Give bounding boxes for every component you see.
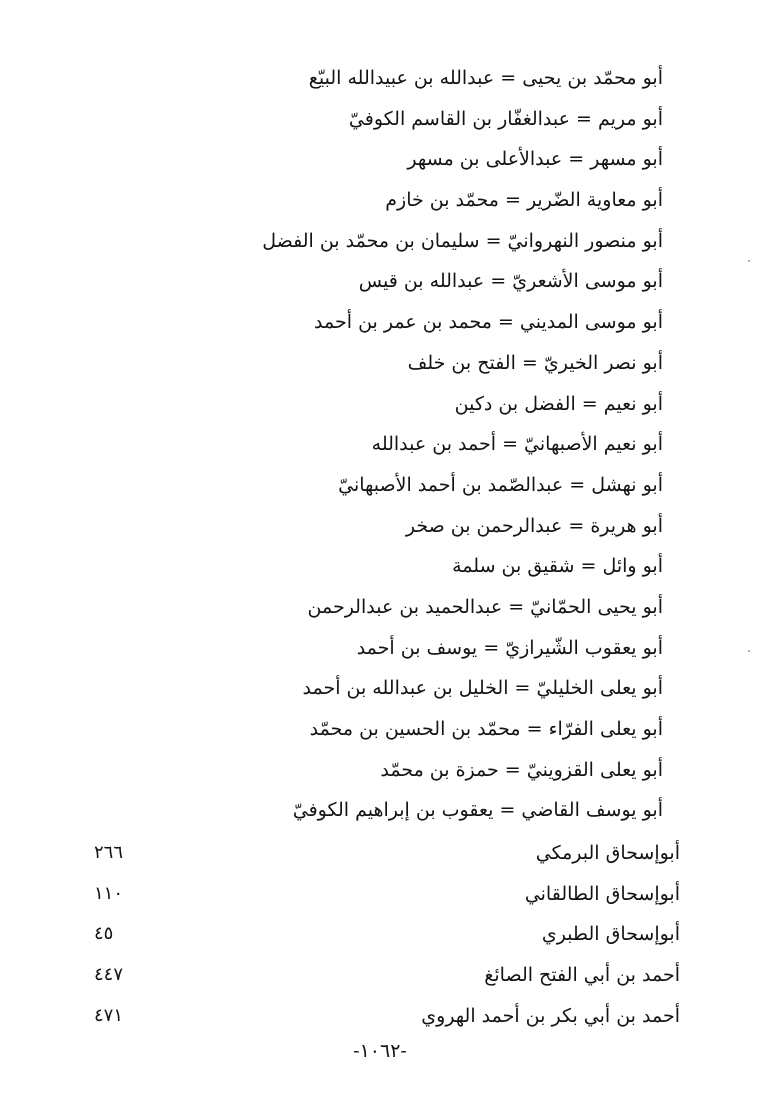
kunya-entry: أبو نصر الخيريّ = الفتح بن خلف [407,351,663,374]
kunya-entry: أبو يوسف القاضي = يعقوب بن إبراهيم الكوفيّ [292,799,663,822]
index-entry-name: أحمد بن أبي الفتح الصائغ [484,964,680,987]
kunya-entry: أبو موسى المديني = محمد بن عمر بن أحمد [314,311,663,334]
kunya-entry: أبو يحيى الحمّانيّ = عبدالحميد بن عبدالرحمن [307,595,663,618]
kunya-entry: أبو وائل = شقيق بن سلمة [452,555,663,578]
index-entry [60,874,680,915]
kunya-entry: أبو محمّد بن يحيى = عبدالله بن عبيدالله البيّع [308,67,663,89]
index-entry-name: أبوإسحاق الطبري [541,923,680,946]
scan-speck [748,260,750,262]
kunya-entry: أبو مريم = عبدالغفّار بن القاسم الكوفيّ [348,107,663,130]
kunya-entry: أبو يعقوب الشّيرازيّ = يوسف بن أحمد [356,636,663,659]
kunya-entry: أبو نعيم = الفضل بن دكين [454,392,663,415]
scan-speck [748,650,750,652]
index-entry [60,996,680,1037]
index-entry-page: ٤٤٧ [94,964,124,986]
index-entry-page: ٤٧١ [94,1004,124,1026]
kunya-list [183,58,663,831]
kunya-entry: أبو يعلى الفرّاء = محمّد بن الحسين بن محمّد [309,718,663,740]
page-number: -١٠٦٢- [353,1040,407,1062]
kunya-entry: أبو نعيم الأصبهانيّ = أحمد بن عبدالله [371,433,663,456]
kunya-entry: أبو يعلى القزوينيّ = حمزة بن محمّد [380,758,663,781]
kunya-entry: أبو منصور النهروانيّ = سليمان بن محمّد بن الفضل [262,229,663,252]
kunya-entry: أبو موسى الأشعريّ = عبدالله بن قيس [358,270,663,293]
index-entry-name: أحمد بن أبي بكر بن أحمد الهروي [421,1004,680,1027]
kunya-entry: أبو يعلى الخليليّ = الخليل بن عبدالله بن أحمد [302,677,663,700]
kunya-entry: أبو معاوية الضّرير = محمّد بن خازم [385,189,663,212]
index-entry-page: ٤٥ [94,923,114,945]
kunya-entry: أبو مسهر = عبدالأعلى بن مسهر [407,148,663,171]
index-entry-name: أبوإسحاق الطالقاني [524,882,680,905]
index-entry-page: ٢٦٦ [94,842,124,863]
index-entry [60,914,680,955]
index-entry [60,955,680,996]
index-entry-name: أبوإسحاق البرمكي [535,842,680,864]
kunya-entry: أبو نهشل = عبدالصّمد بن أحمد الأصبهانيّ [338,473,663,496]
index-list [60,833,680,1036]
index-entry-page: ١١٠ [94,882,124,904]
index-entry [60,833,680,874]
kunya-entry: أبو هريرة = عبدالرحمن بن صخر [405,514,663,537]
